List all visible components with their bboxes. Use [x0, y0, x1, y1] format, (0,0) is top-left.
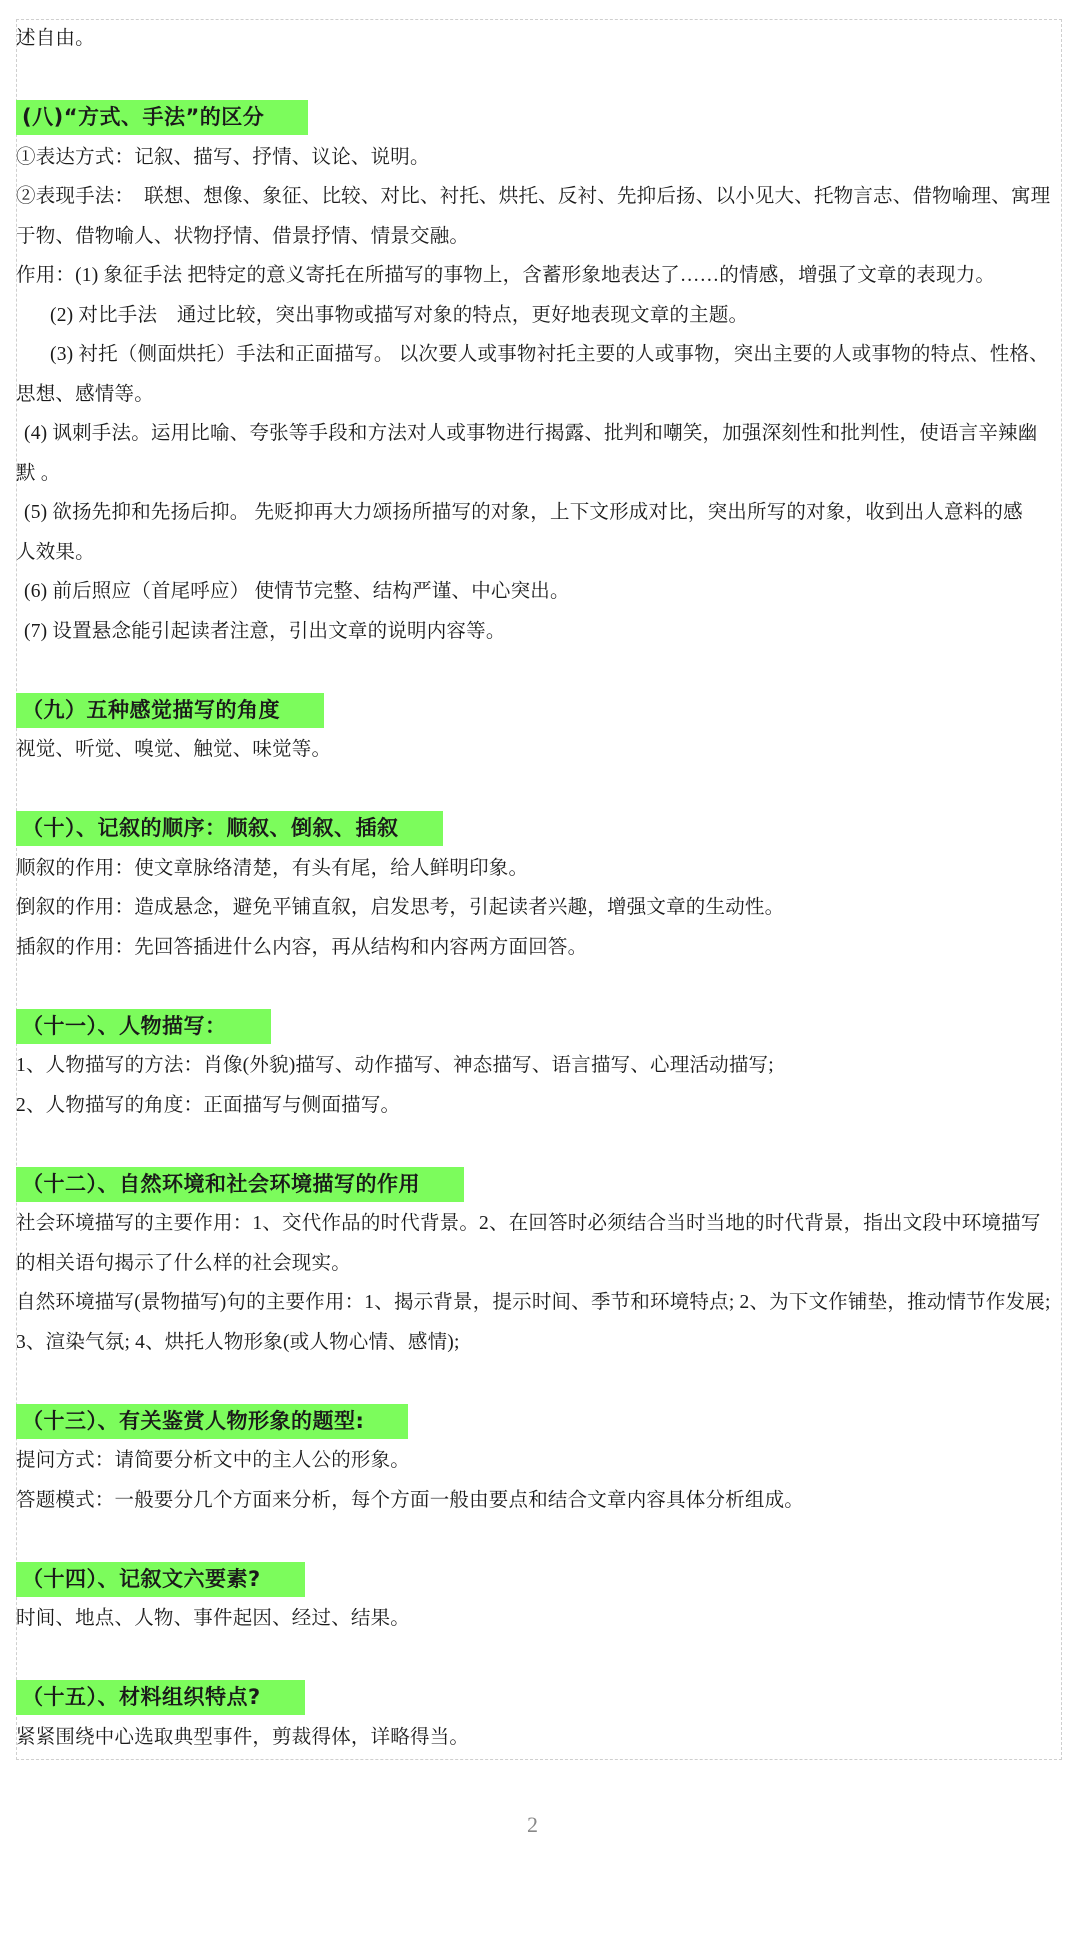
text-line: 社会环境描写的主要作用：1、交代作品的时代背景。2、在回答时必须结合当时当地的时代背景，指出文段中环境描写 [16, 1213, 1041, 1234]
text-line: 3、渲染气氛; 4、烘托人物形象(或人物心情、感情); [16, 1331, 460, 1353]
section-heading-12: （十二）、自然环境和社会环境描写的作用 [16, 1167, 464, 1202]
page-number: 2 [527, 1812, 538, 1837]
text-line: 时间、地点、人物、事件起因、经过、结果。 [16, 1608, 411, 1629]
section-heading-15: （十五）、材料组织特点? [16, 1680, 305, 1715]
section-heading-8: (八)“方式、手法”的区分 [16, 100, 308, 135]
text-line: 2、人物描写的角度：正面描写与侧面描写。 [16, 1094, 401, 1116]
text-line: (7) 设置悬念能引起读者注意，引出文章的说明内容等。 [24, 620, 506, 642]
text-line: 提问方式：请简要分析文中的主人公的形象。 [16, 1450, 411, 1471]
text-line: 答题模式：一般要分几个方面来分析，每个方面一般由要点和结合文章内容具体分析组成。 [16, 1489, 805, 1511]
text-line: ①表达方式：记叙、描写、抒情、议论、说明。 [16, 146, 430, 168]
text-line: 默 。 [16, 462, 61, 484]
section-heading-10: （十）、记叙的顺序：顺叙、倒叙、插叙 [16, 811, 443, 846]
text-line: 作用：(1) 象征手法 把特定的意义寄托在所描写的事物上，含蓄形象地表达了……的情感，增强了文章的表现力。 [16, 265, 996, 286]
text-line: (5) 欲扬先抑和先扬后抑。 先贬抑再大力颂扬所描写的对象，上下文形成对比，突出所写的对象，收到出人意料的感 [24, 502, 1023, 523]
text-line: (3) 衬托（侧面烘托）手法和正面描写。 以次要人或事物衬托主要的人或事物，突出主要的人或事物的特点、性格、 [50, 344, 1049, 365]
section-heading-11: （十一）、人物描写： [16, 1009, 271, 1044]
text-line: 的相关语句揭示了什么样的社会现实。 [16, 1252, 351, 1274]
text-line: 视觉、听觉、嗅觉、触觉、味觉等。 [16, 739, 332, 760]
section-heading-9: （九）五种感觉描写的角度 [16, 693, 324, 728]
text-line: (2) 对比手法 通过比较，突出事物或描写对象的特点，更好地表现文章的主题。 [50, 304, 749, 326]
section-heading-13: （十三）、有关鉴赏人物形象的题型: [16, 1404, 408, 1439]
text-line: 人效果。 [16, 541, 95, 563]
text-line: 插叙的作用：先回答插进什么内容，再从结构和内容两方面回答。 [16, 936, 588, 958]
text-line: 紧紧围绕中心选取典型事件，剪裁得体，详略得当。 [16, 1726, 470, 1748]
text-line: 于物、借物喻人、状物抒情、借景抒情、情景交融。 [16, 225, 470, 247]
text-line: 1、人物描写的方法：肖像(外貌)描写、动作描写、神态描写、语言描写、心理活动描写; [16, 1055, 774, 1076]
text-line: 倒叙的作用：造成悬念，避免平铺直叙，启发思考，引起读者兴趣，增强文章的生动性。 [16, 897, 785, 918]
text-line: 顺叙的作用：使文章脉络清楚，有头有尾，给人鲜明印象。 [16, 857, 529, 879]
text-line: 思想、感情等。 [16, 383, 154, 405]
text-line: ②表现手法： 联想、想像、象征、比较、对比、衬托、烘托、反衬、先抑后扬、以小见大、托物言志、借物喻理、寓理 [16, 186, 1051, 207]
section-heading-14: （十四）、记叙文六要素? [16, 1562, 305, 1597]
document-body [16, 19, 1066, 1757]
text-line: (4) 讽刺手法。运用比喻、夸张等手段和方法对人或事物进行揭露、批判和嘲笑，加强深刻性和批判性，使语言辛辣幽 [24, 423, 1038, 444]
text-line: 述自由。 [16, 28, 95, 49]
text-line: (6) 前后照应（首尾呼应） 使情节完整、结构严谨、中心突出。 [24, 581, 570, 602]
text-line: 自然环境描写(景物描写)句的主要作用：1、揭示背景，提示时间、季节和环境特点; 2、为下文作铺垫，推动情节作发展; [16, 1292, 1051, 1313]
